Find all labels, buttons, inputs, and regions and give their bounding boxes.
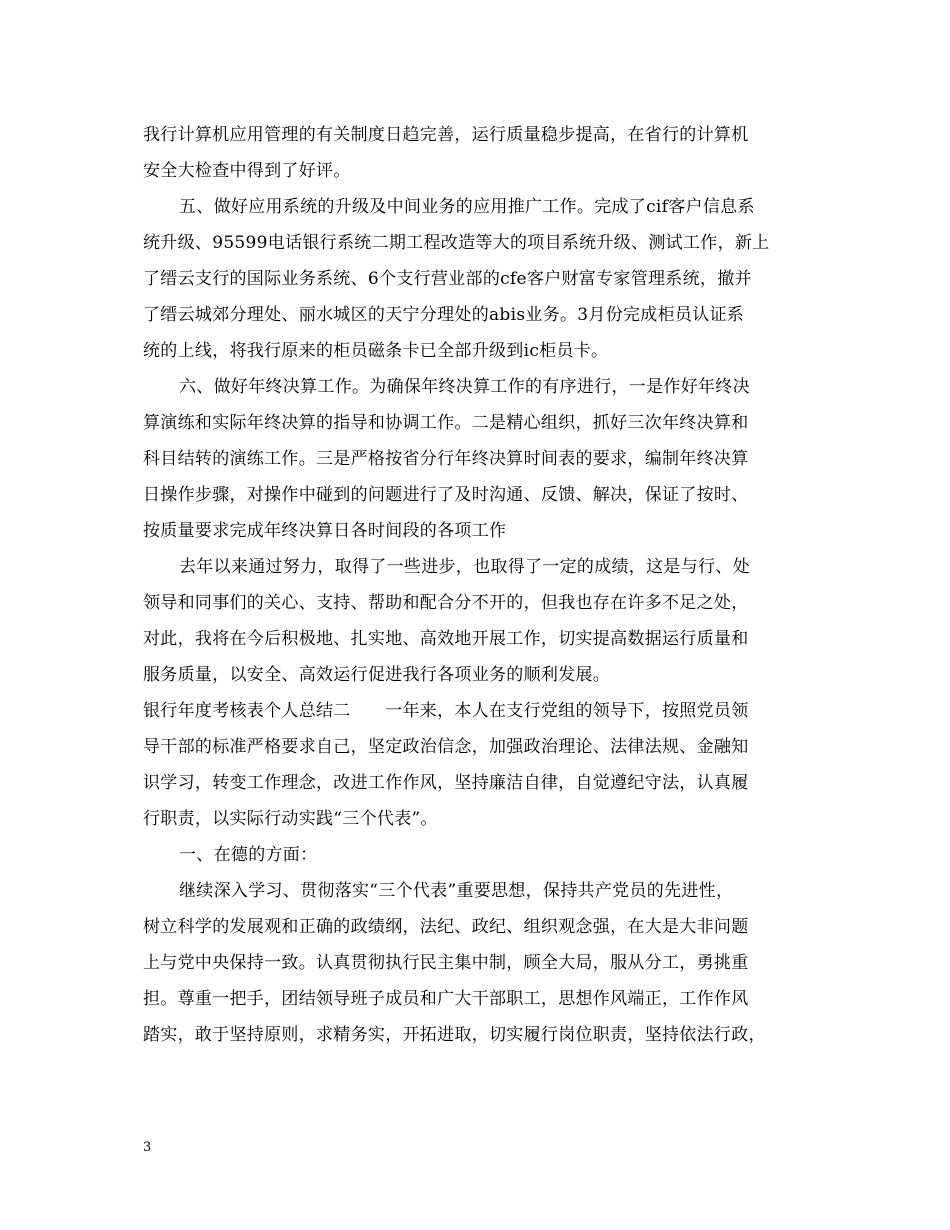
text-line: 日操作步骤，对操作中碰到的问题进行了及时沟通、反馈、解决，保证了按时、 xyxy=(143,485,749,505)
page-number: 3 xyxy=(143,1140,152,1155)
text-line: 行职责，以实际行动实践“三个代表”。 xyxy=(143,809,438,829)
text-line: 去年以来通过努力，取得了一些进步，也取得了一定的成绩，这是与行、处 xyxy=(179,557,750,577)
subheading-line: 一、在德的方面： xyxy=(179,845,318,865)
text-line: 科目结转的演练工作。三是严格按省分行年终决算时间表的要求，编制年终决算 xyxy=(143,449,749,469)
text-line: 继续深入学习、贯彻落实“三个代表”重要思想，保持共产党员的先进性， xyxy=(179,881,734,901)
text-line: 导干部的标准严格要求自己，坚定政治信念，加强政治理论、法律法规、金融知 xyxy=(143,737,749,757)
text-line: 领导和同事们的关心、支持、帮助和配合分不开的，但我也存在许多不足之处， xyxy=(143,593,749,613)
document-body xyxy=(143,117,815,1053)
text-line: 服务质量，以安全、高效运行促进我行各项业务的顺利发展。 xyxy=(143,665,611,685)
text-line: 安全大检查中得到了好评。 xyxy=(143,161,351,181)
text-line: 了缙云支行的国际业务系统、6个支行营业部的cfe客户财富专家管理系统，撤并 xyxy=(143,269,752,289)
text-line: 踏实，敢于坚持原则，求精务实，开拓进取，切实履行岗位职责，坚持依法行政， xyxy=(143,1025,766,1045)
text-line: 统的上线，将我行原来的柜员磁条卡已全部升级到ic柜员卡。 xyxy=(143,341,609,361)
text-line: 五、做好应用系统的升级及中间业务的应用推广工作。完成了cif客户信息系 xyxy=(179,197,755,217)
text-line: 担。尊重一把手，团结领导班子成员和广大干部职工，思想作风端正，工作作风 xyxy=(143,989,749,1009)
text-line: 对此，我将在今后积极地、扎实地、高效地开展工作，切实提高数据运行质量和 xyxy=(143,629,749,649)
text-line: 统升级、95599电话银行系统二期工程改造等大的项目系统升级、测试工作，新上 xyxy=(143,233,770,253)
text-line: 识学习，转变工作理念，改进工作作风，坚持廉洁自律，自觉遵纪守法，认真履 xyxy=(143,773,749,793)
text-line: 我行计算机应用管理的有关制度日趋完善，运行质量稳步提高，在省行的计算机 xyxy=(143,125,749,145)
text-line: 按质量要求完成年终决算日各时间段的各项工作 xyxy=(143,521,507,541)
section-heading-line: 银行年度考核表个人总结二 一年来，本人在支行党组的领导下，按照党员领 xyxy=(143,701,749,721)
text-line: 了缙云城郊分理处、丽水城区的天宁分理处的abis业务。3月份完成柜员认证系 xyxy=(143,305,745,325)
text-line: 树立科学的发展观和正确的政绩纲，法纪、政纪、组织观念强，在大是大非问题 xyxy=(143,917,749,937)
text-line: 上与党中央保持一致。认真贯彻执行民主集中制，顾全大局，服从分工，勇挑重 xyxy=(143,953,749,973)
text-line: 六、做好年终决算工作。为确保年终决算工作的有序进行，一是作好年终决 xyxy=(179,377,750,397)
text-line: 算演练和实际年终决算的指导和协调工作。二是精心组织，抓好三次年终决算和 xyxy=(143,413,749,433)
